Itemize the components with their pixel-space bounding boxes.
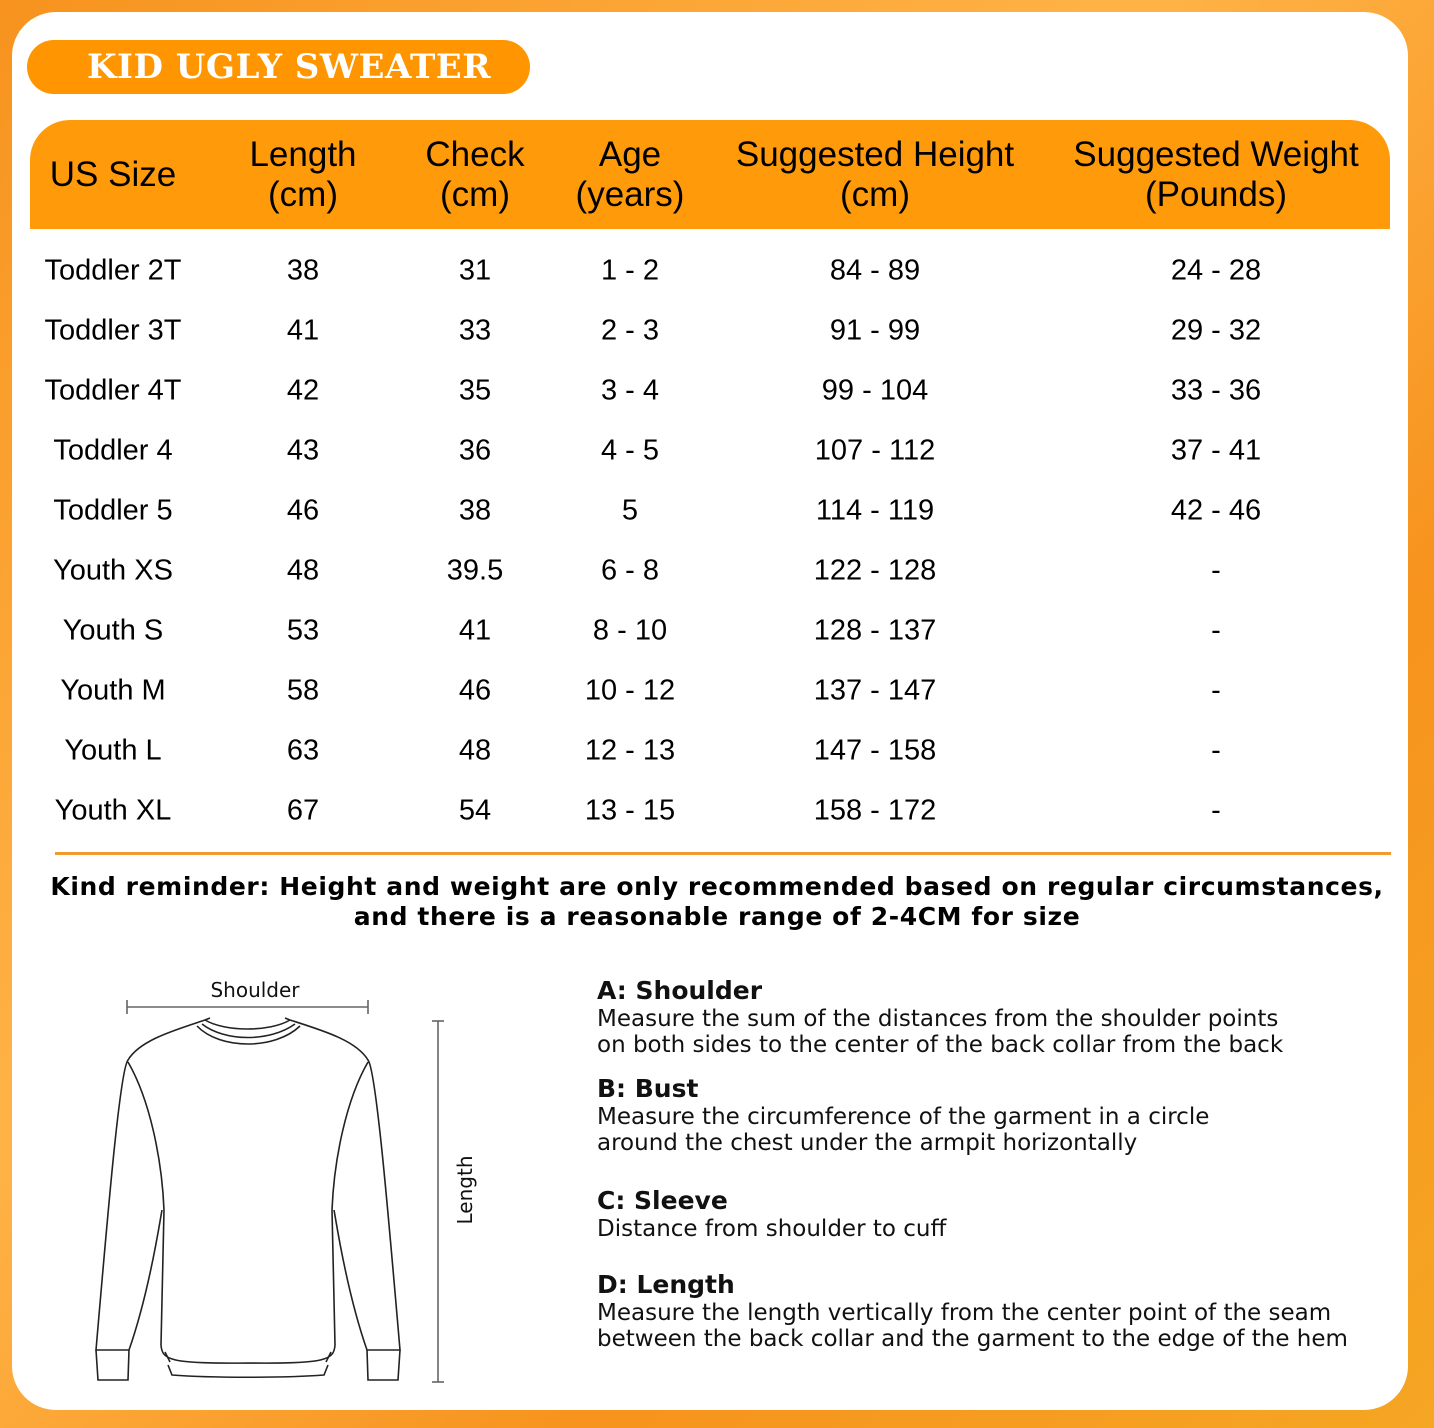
column-header	[1073, 120, 1358, 229]
size-label: Youth XL	[54, 794, 172, 827]
size-label: Toddler 3T	[44, 314, 182, 347]
description-title: D: Length	[597, 1270, 735, 1299]
table-cell: -	[1211, 674, 1221, 707]
table-cell: 36	[458, 434, 492, 467]
size-label: Youth XS	[53, 554, 173, 587]
table-cell: 8 - 10	[592, 614, 668, 647]
shoulder-label: Shoulder	[210, 978, 300, 1002]
table-cell: -	[1211, 734, 1221, 767]
table-cell: 42	[286, 374, 320, 407]
table-cell: 107 - 112	[814, 434, 936, 467]
table-cell: 99 - 104	[821, 374, 929, 407]
table-cell: 147 - 158	[813, 734, 937, 767]
table-cell: 53	[286, 614, 320, 647]
column-header-line: Suggested Weight	[1073, 134, 1359, 174]
table-cell: 158 - 172	[813, 794, 937, 827]
size-label: Toddler 4	[53, 434, 173, 467]
table-cell: 84 - 89	[829, 254, 921, 287]
table-cell: 91 - 99	[829, 314, 921, 347]
table-cell: 2 - 3	[600, 314, 660, 347]
table-cell: 38	[458, 494, 492, 527]
description-item	[597, 976, 1283, 1058]
table-cell: 10 - 12	[584, 674, 676, 707]
description-line: around the chest under the armpit horizontally	[597, 1130, 1138, 1156]
description-title: B: Bust	[597, 1074, 699, 1103]
table-cell: 4 - 5	[600, 434, 660, 467]
table-cell: -	[1211, 614, 1221, 647]
table-cell: 31	[458, 254, 492, 287]
table-cell: 39.5	[446, 554, 504, 587]
description-item	[597, 1186, 946, 1242]
description-item	[597, 1074, 1209, 1156]
table-cell: -	[1211, 794, 1221, 827]
column-header	[50, 120, 176, 229]
table-cell: 137 - 147	[813, 674, 937, 707]
kind-reminder	[0, 872, 1434, 932]
table-cell: 24 - 28	[1170, 254, 1262, 287]
reminder-line: and there is a reasonable range of 2-4CM for size	[353, 902, 1081, 931]
column-header	[425, 120, 524, 229]
table-cell: 46	[286, 494, 320, 527]
column-header-line: Length	[249, 134, 357, 174]
table-cell: 37 - 41	[1170, 434, 1262, 467]
table-cell: 63	[286, 734, 320, 767]
table-cell: 67	[286, 794, 320, 827]
column-header-line: (cm)	[268, 174, 338, 214]
description-item	[597, 1270, 1348, 1352]
chart-title: KID UGLY SWEATER	[27, 40, 530, 94]
size-label: Toddler 4T	[44, 374, 182, 407]
column-header	[249, 120, 356, 229]
table-cell: 33 - 36	[1170, 374, 1262, 407]
table-cell: 128 - 137	[813, 614, 937, 647]
column-header-line: Check	[425, 134, 525, 174]
size-label: Youth S	[62, 614, 164, 647]
table-cell: 48	[458, 734, 492, 767]
description-title: A: Shoulder	[597, 976, 763, 1005]
column-header-line: (years)	[575, 174, 685, 214]
table-cell: 54	[458, 794, 492, 827]
size-label: Youth L	[64, 734, 162, 767]
length-label: Length	[453, 1155, 477, 1225]
description-line: Measure the circumference of the garment in a circle	[597, 1104, 1210, 1130]
table-cell: 35	[458, 374, 492, 407]
column-header-line: Age	[598, 134, 662, 174]
reminder-line: Kind reminder: Height and weight are only recommended based on regular circumstances,	[50, 872, 1384, 901]
table-cell: 6 - 8	[600, 554, 660, 587]
shoulder-measure-line	[127, 1000, 368, 1014]
table-cell: 33	[458, 314, 492, 347]
column-header	[576, 120, 685, 229]
table-cell: 41	[458, 614, 492, 647]
size-label: Youth M	[60, 674, 166, 707]
table-cell: 48	[286, 554, 320, 587]
table-cell: 13 - 15	[584, 794, 676, 827]
description-line: Distance from shoulder to cuff	[597, 1216, 947, 1242]
column-header-line: (cm)	[440, 174, 510, 214]
table-cell: 43	[286, 434, 320, 467]
sweater-diagram	[60, 960, 500, 1400]
column-header-line: Suggested Height	[735, 134, 1015, 174]
description-line: between the back collar and the garment to the edge of the hem	[597, 1326, 1348, 1352]
table-cell: 29 - 32	[1170, 314, 1262, 347]
table-cell: 58	[286, 674, 320, 707]
table-cell: 1 - 2	[600, 254, 660, 287]
table-cell: 3 - 4	[600, 374, 660, 407]
description-line: Measure the length vertically from the center point of the seam	[597, 1300, 1332, 1326]
sweater-outline-icon	[96, 1018, 400, 1380]
column-header	[736, 120, 1014, 229]
table-cell: 41	[286, 314, 320, 347]
table-cell: -	[1211, 554, 1221, 587]
description-line: Measure the sum of the distances from the shoulder points	[597, 1006, 1279, 1032]
table-cell: 38	[286, 254, 320, 287]
column-header-line: (Pounds)	[1144, 174, 1288, 214]
size-label: Toddler 2T	[44, 254, 182, 287]
description-title: C: Sleeve	[597, 1186, 728, 1215]
column-header-line: US Size	[49, 154, 177, 194]
size-label: Toddler 5	[53, 494, 173, 527]
divider	[55, 852, 1391, 855]
table-cell: 42 - 46	[1170, 494, 1262, 527]
table-cell: 122 - 128	[813, 554, 937, 587]
table-cell: 5	[621, 494, 639, 527]
table-cell: 46	[458, 674, 492, 707]
table-cell: 114 - 119	[815, 494, 935, 527]
table-cell: 12 - 13	[584, 734, 676, 767]
description-line: on both sides to the center of the back collar from the back	[597, 1032, 1284, 1058]
column-header-line: (cm)	[840, 174, 910, 214]
length-measure-line	[432, 1021, 444, 1382]
